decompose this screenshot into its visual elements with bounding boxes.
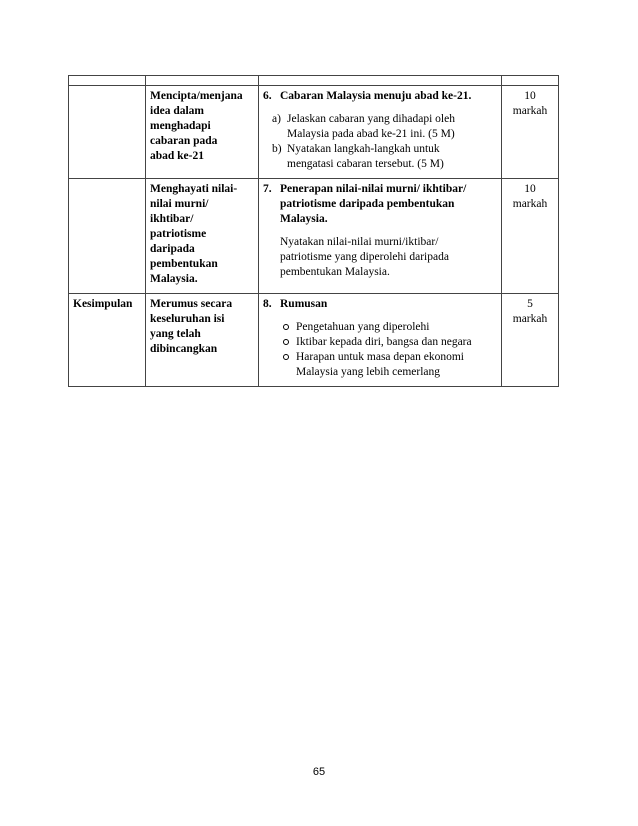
sub-item: a) Jelaskan cabaran yang dihadapi oleh Malaysia pada abad ke-21 ini. (5 M) bbox=[272, 113, 455, 140]
table-row bbox=[69, 86, 559, 179]
list-item: Pengetahuan yang diperolehi bbox=[280, 320, 497, 335]
section-cell bbox=[69, 86, 146, 179]
marks-cell: 5 markah bbox=[502, 294, 559, 387]
bullet-icon bbox=[283, 324, 289, 330]
section-cell bbox=[69, 179, 146, 294]
objective-cell: Menghayati nilai- nilai murni/ ikhtibar/ patriotisme daripada pembentukan Malaysia. bbox=[146, 179, 259, 294]
bullet-icon bbox=[283, 354, 289, 360]
bullet-icon bbox=[283, 339, 289, 345]
rubric-table bbox=[68, 75, 559, 387]
task-title: 8. Rumusan bbox=[263, 298, 328, 310]
page-number: 65 bbox=[312, 766, 326, 778]
marks-cell: 10 markah bbox=[502, 179, 559, 294]
objective-cell: Merumus secara keseluruhan isi yang telah dibincangkan bbox=[146, 294, 259, 387]
section-cell: Kesimpulan bbox=[69, 294, 146, 387]
task-paragraph: Nyatakan nilai-nilai murni/iktibar/ patriotisme yang diperolehi daripada pembentukan Malaysia. bbox=[280, 236, 449, 278]
table-header-row bbox=[69, 76, 559, 86]
list-item: Harapan untuk masa depan ekonomi Malaysia yang lebih cemerlang bbox=[280, 350, 497, 380]
list-item: Iktibar kepada diri, bangsa dan negara bbox=[280, 335, 497, 350]
marks-cell: 10 markah bbox=[502, 86, 559, 179]
task-cell bbox=[259, 179, 502, 294]
task-cell bbox=[259, 294, 502, 387]
task-title: 7. Penerapan nilai-nilai murni/ ikhtibar/ patriotisme daripada pembentukan Malaysia. bbox=[263, 183, 467, 225]
table-row bbox=[69, 294, 559, 387]
sub-item: b) Nyatakan langkah-langkah untuk mengatasi cabaran tersebut. (5 M) bbox=[272, 143, 444, 170]
objective-cell: Mencipta/menjana idea dalam menghadapi cabaran pada abad ke-21 bbox=[146, 86, 259, 179]
task-cell bbox=[259, 86, 502, 179]
task-title: 6. Cabaran Malaysia menuju abad ke-21. bbox=[263, 90, 472, 102]
bullet-list bbox=[263, 320, 497, 380]
table-row bbox=[69, 179, 559, 294]
